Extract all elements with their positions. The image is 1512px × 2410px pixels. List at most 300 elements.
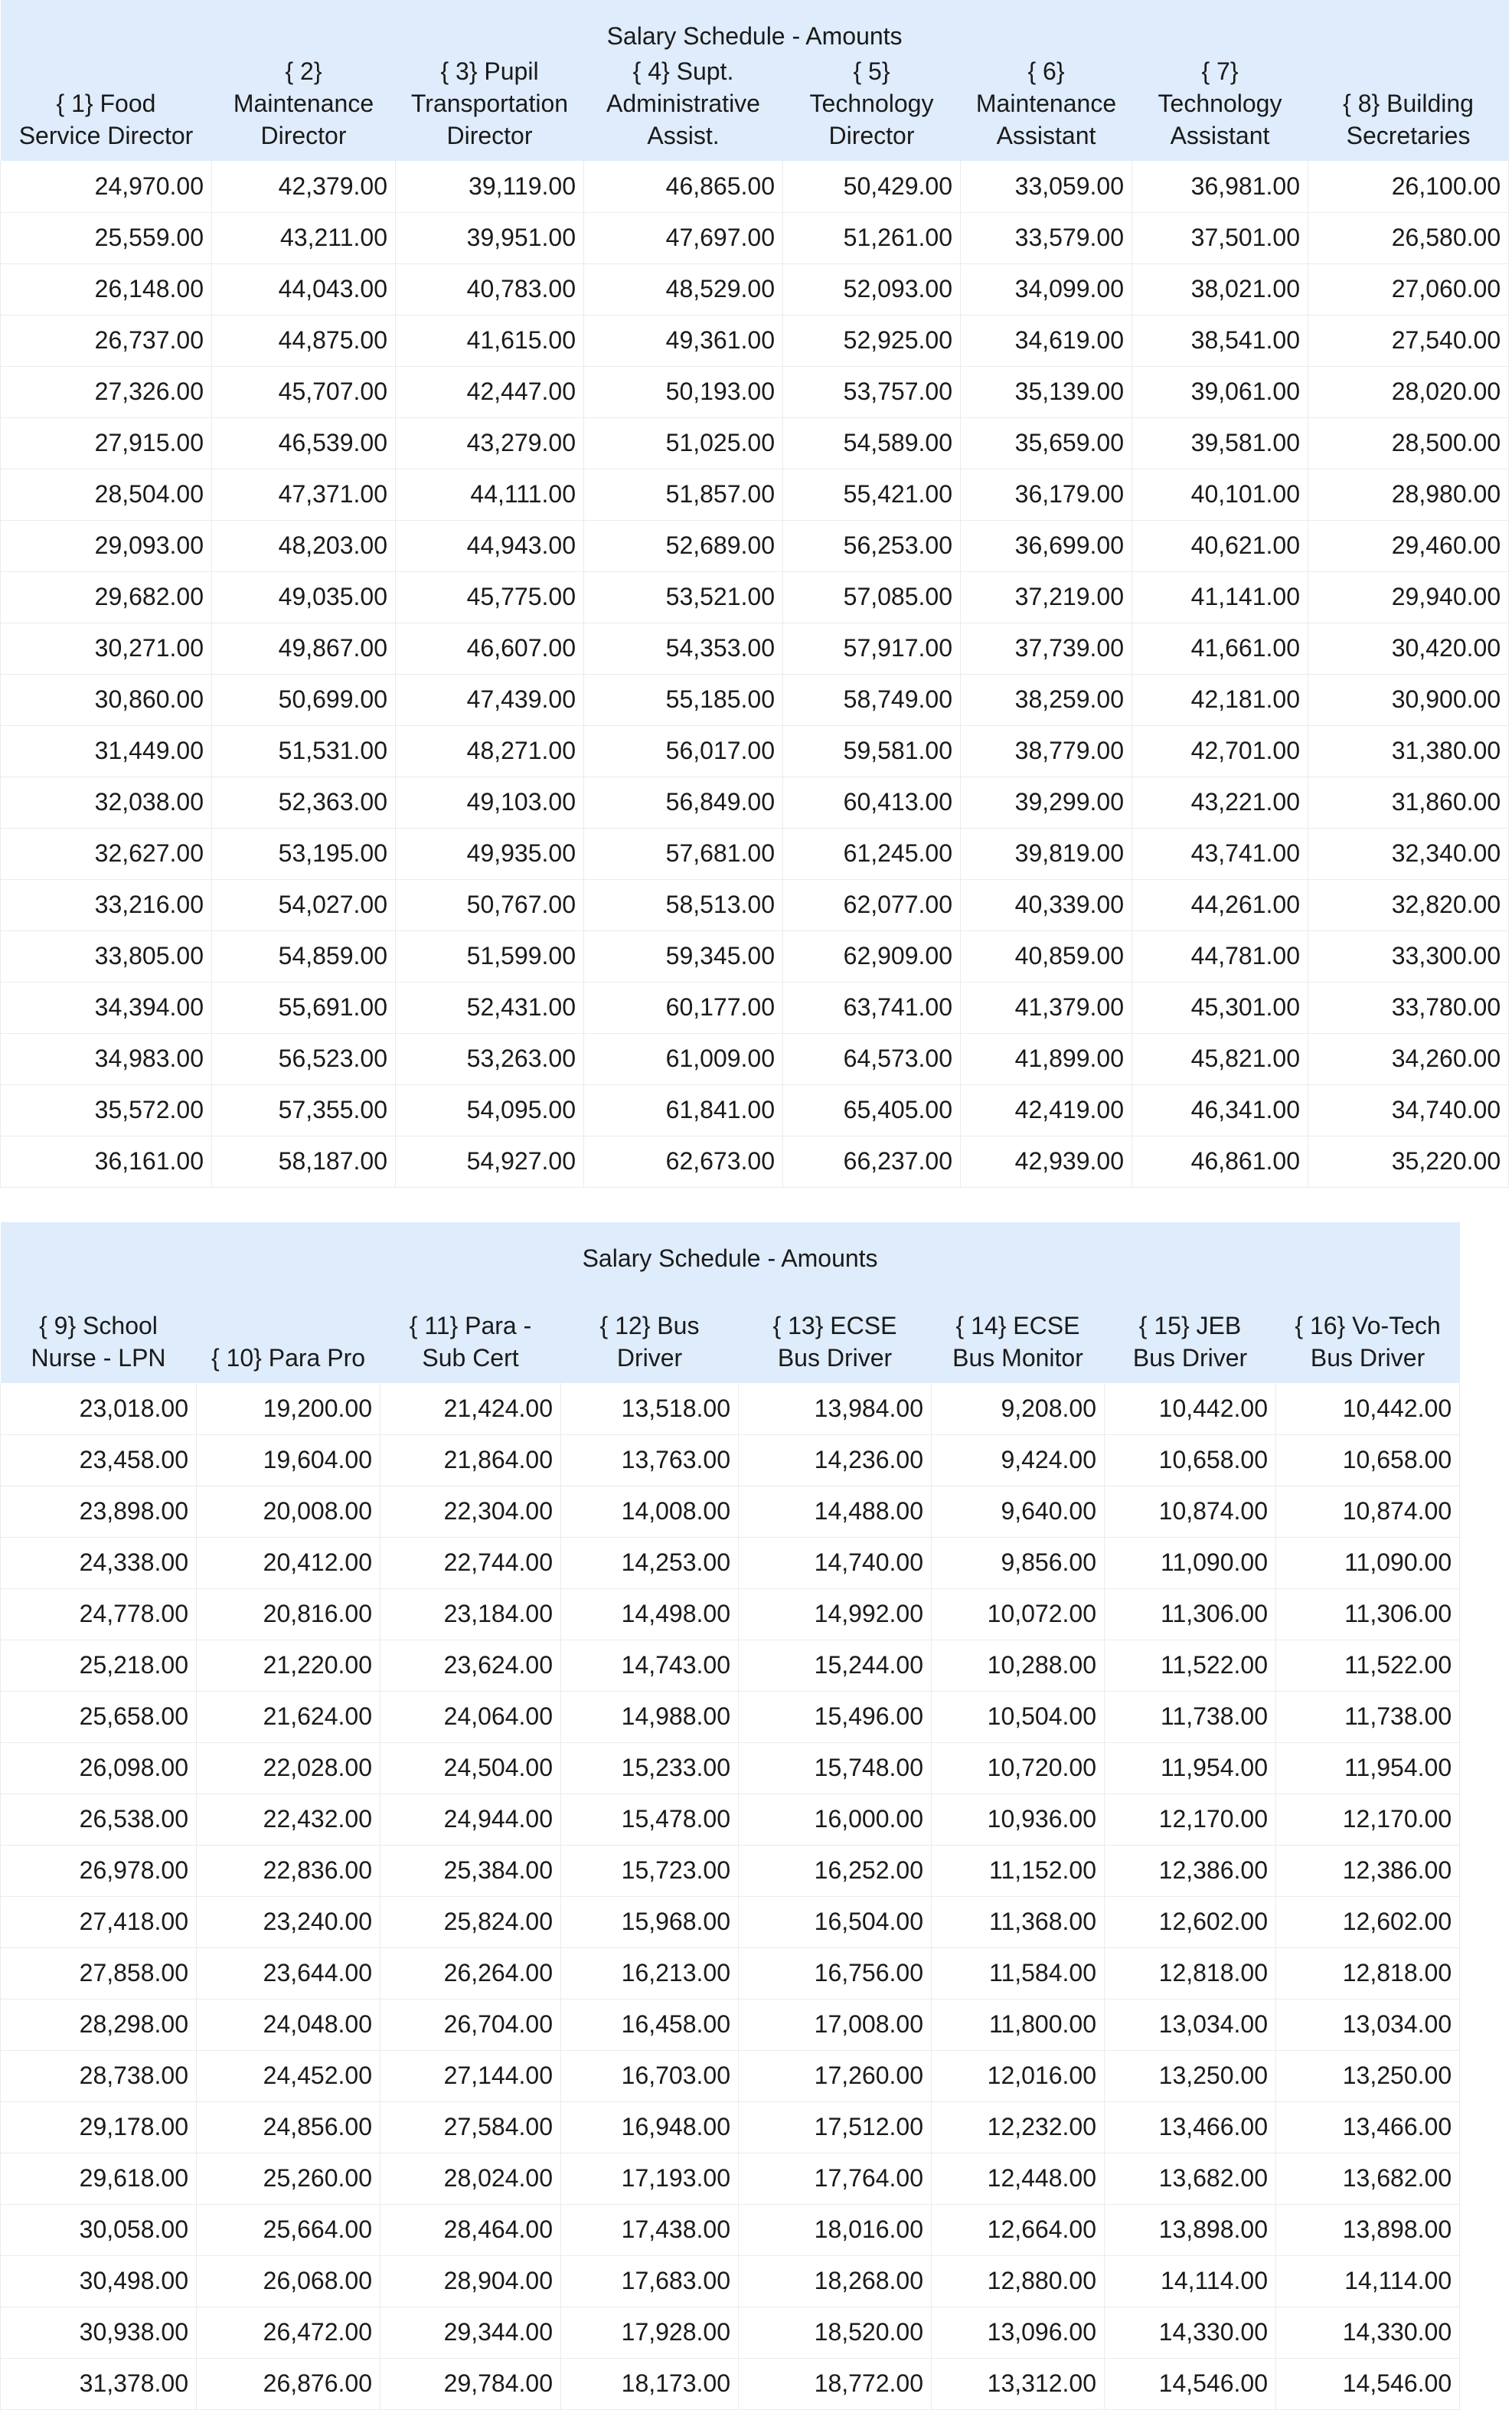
salary-cell: 27,144.00 [380,2050,561,2101]
salary-cell: 42,419.00 [961,1084,1132,1136]
salary-cell: 9,208.00 [932,1383,1105,1434]
salary-cell: 29,344.00 [380,2307,561,2358]
salary-cell: 10,874.00 [1105,1486,1276,1537]
table-row [1,725,1509,777]
table-row [1,2204,1460,2255]
salary-cell: 21,220.00 [197,1640,380,1691]
salary-cell: 28,980.00 [1308,469,1509,520]
column-header [212,54,396,161]
salary-cell: 11,522.00 [1276,1640,1460,1691]
column-header-line: { 7} [1201,57,1239,85]
salary-cell: 45,707.00 [212,366,396,417]
salary-cell: 10,072.00 [932,1588,1105,1640]
salary-cell: 55,691.00 [212,982,396,1033]
table-row [1,212,1509,263]
salary-cell: 13,096.00 [932,2307,1105,2358]
salary-cell: 38,259.00 [961,674,1132,725]
salary-cell: 43,741.00 [1132,828,1308,879]
table-row [1,161,1509,212]
salary-cell: 15,244.00 [739,1640,932,1691]
column-header-line: { 15} JEB [1138,1312,1242,1339]
salary-cell: 33,579.00 [961,212,1132,263]
salary-cell: 49,035.00 [212,571,396,623]
salary-cell: 16,948.00 [561,2101,739,2153]
salary-cell: 26,876.00 [197,2358,380,2409]
column-header-line: { 5} [853,57,890,85]
table-row [1,1794,1460,1845]
column-header-line: Transportation [410,90,569,117]
salary-cell: 9,424.00 [932,1434,1105,1486]
salary-cell: 14,546.00 [1276,2358,1460,2409]
salary-cell: 47,439.00 [396,674,584,725]
salary-cell: 19,604.00 [197,1434,380,1486]
salary-cell: 37,219.00 [961,571,1132,623]
salary-cell: 38,779.00 [961,725,1132,777]
salary-cell: 36,179.00 [961,469,1132,520]
salary-cell: 36,981.00 [1132,161,1308,212]
table-row [1,2153,1460,2204]
salary-cell: 56,849.00 [584,777,783,828]
salary-cell: 17,260.00 [739,2050,932,2101]
salary-cell: 49,361.00 [584,315,783,366]
salary-cell: 14,488.00 [739,1486,932,1537]
salary-cell: 40,783.00 [396,263,584,315]
column-header [1276,1276,1460,1383]
table-row [1,1537,1460,1588]
salary-cell: 27,418.00 [1,1896,197,1947]
salary-cell: 44,111.00 [396,469,584,520]
salary-cell: 29,682.00 [1,571,212,623]
column-header [961,54,1132,161]
salary-cell: 41,661.00 [1132,623,1308,674]
salary-cell: 33,059.00 [961,161,1132,212]
salary-cell: 13,466.00 [1276,2101,1460,2153]
table-row [1,1033,1509,1084]
salary-cell: 13,763.00 [561,1434,739,1486]
column-header-line: Maintenance [233,90,374,117]
salary-cell: 34,619.00 [961,315,1132,366]
salary-cell: 53,195.00 [212,828,396,879]
salary-cell: 22,432.00 [197,1794,380,1845]
salary-cell: 41,141.00 [1132,571,1308,623]
salary-cell: 11,800.00 [932,1999,1105,2050]
salary-cell: 25,658.00 [1,1691,197,1742]
salary-cell: 26,100.00 [1308,161,1509,212]
salary-cell: 12,016.00 [932,2050,1105,2101]
column-header [561,1276,739,1383]
salary-cell: 9,640.00 [932,1486,1105,1537]
salary-cell: 15,496.00 [739,1691,932,1742]
salary-cell: 32,820.00 [1308,879,1509,930]
salary-cell: 11,368.00 [932,1896,1105,1947]
salary-cell: 28,500.00 [1308,417,1509,469]
salary-cell: 54,927.00 [396,1136,584,1187]
salary-cell: 42,447.00 [396,366,584,417]
salary-cell: 40,101.00 [1132,469,1308,520]
salary-cell: 63,741.00 [783,982,961,1033]
salary-cell: 61,841.00 [584,1084,783,1136]
column-header-line: { 11} Para - [409,1312,532,1339]
salary-cell: 13,034.00 [1276,1999,1460,2050]
salary-cell: 46,861.00 [1132,1136,1308,1187]
salary-cell: 14,743.00 [561,1640,739,1691]
column-header [932,1276,1105,1383]
column-header-line: Nurse - LPN [31,1344,166,1372]
salary-cell: 24,970.00 [1,161,212,212]
salary-cell: 25,218.00 [1,1640,197,1691]
salary-cell: 46,865.00 [584,161,783,212]
salary-cell: 34,099.00 [961,263,1132,315]
salary-cell: 34,394.00 [1,982,212,1033]
table-row [1,366,1509,417]
salary-cell: 29,093.00 [1,520,212,571]
column-header-line: { 2} [285,57,322,85]
table-row [1,930,1509,982]
salary-cell: 10,288.00 [932,1640,1105,1691]
column-header-line: { 8} Building [1343,90,1474,117]
salary-cell: 17,764.00 [739,2153,932,2204]
column-header-line: { 4} Supt. [632,57,734,85]
salary-cell: 16,458.00 [561,1999,739,2050]
salary-cell: 27,326.00 [1,366,212,417]
column-header-line: Bus Driver [777,1344,893,1372]
salary-cell: 14,114.00 [1276,2255,1460,2307]
salary-cell: 34,983.00 [1,1033,212,1084]
salary-cell: 62,673.00 [584,1136,783,1187]
salary-cell: 30,271.00 [1,623,212,674]
salary-cell: 10,936.00 [932,1794,1105,1845]
salary-cell: 39,299.00 [961,777,1132,828]
salary-table [0,0,1509,1188]
salary-cell: 53,263.00 [396,1033,584,1084]
salary-cell: 32,340.00 [1308,828,1509,879]
salary-cell: 31,449.00 [1,725,212,777]
salary-cell: 57,917.00 [783,623,961,674]
salary-cell: 54,095.00 [396,1084,584,1136]
salary-cell: 47,371.00 [212,469,396,520]
table-row [1,1896,1460,1947]
salary-cell: 35,659.00 [961,417,1132,469]
salary-cell: 30,900.00 [1308,674,1509,725]
column-header-line: { 3} Pupil [440,57,539,85]
salary-cell: 23,644.00 [197,1947,380,1999]
salary-cell: 32,038.00 [1,777,212,828]
salary-cell: 39,951.00 [396,212,584,263]
salary-cell: 14,498.00 [561,1588,739,1640]
salary-cell: 17,438.00 [561,2204,739,2255]
salary-cell: 58,187.00 [212,1136,396,1187]
salary-cell: 17,683.00 [561,2255,739,2307]
salary-cell: 11,152.00 [932,1845,1105,1896]
table-row [1,1084,1509,1136]
table-row [1,1136,1509,1187]
salary-cell: 57,355.00 [212,1084,396,1136]
salary-cell: 12,818.00 [1276,1947,1460,1999]
salary-cell: 50,429.00 [783,161,961,212]
salary-cell: 27,915.00 [1,417,212,469]
salary-cell: 14,253.00 [561,1537,739,1588]
column-header-line: Director [446,122,533,149]
column-header-line: { 1} Food [56,90,156,117]
salary-cell: 49,867.00 [212,623,396,674]
salary-cell: 14,008.00 [561,1486,739,1537]
salary-cell: 58,749.00 [783,674,961,725]
salary-cell: 17,928.00 [561,2307,739,2358]
salary-cell: 13,312.00 [932,2358,1105,2409]
salary-cell: 29,178.00 [1,2101,197,2153]
salary-cell: 54,859.00 [212,930,396,982]
table-row [1,2101,1460,2153]
salary-cell: 11,306.00 [1276,1588,1460,1640]
salary-schedule-table-2 [0,1222,1460,2410]
salary-cell: 53,757.00 [783,366,961,417]
salary-cell: 45,775.00 [396,571,584,623]
salary-cell: 55,185.00 [584,674,783,725]
salary-cell: 35,220.00 [1308,1136,1509,1187]
column-header-line: { 12} Bus [599,1312,700,1339]
salary-cell: 29,618.00 [1,2153,197,2204]
salary-cell: 17,008.00 [739,1999,932,2050]
salary-cell: 29,460.00 [1308,520,1509,571]
table-row [1,674,1509,725]
salary-cell: 50,193.00 [584,366,783,417]
salary-cell: 19,200.00 [197,1383,380,1434]
salary-cell: 49,103.00 [396,777,584,828]
salary-cell: 12,448.00 [932,2153,1105,2204]
salary-cell: 60,177.00 [584,982,783,1033]
column-header-line: Director [828,122,915,149]
salary-cell: 43,221.00 [1132,777,1308,828]
salary-cell: 26,148.00 [1,263,212,315]
salary-cell: 36,161.00 [1,1136,212,1187]
salary-cell: 30,498.00 [1,2255,197,2307]
table-row [1,315,1509,366]
salary-cell: 22,304.00 [380,1486,561,1537]
column-header [783,54,961,161]
salary-cell: 59,345.00 [584,930,783,982]
salary-cell: 13,034.00 [1105,1999,1276,2050]
salary-cell: 35,572.00 [1,1084,212,1136]
column-header-line: Technology [809,90,934,117]
salary-cell: 12,170.00 [1105,1794,1276,1845]
table-row [1,982,1509,1033]
salary-cell: 44,781.00 [1132,930,1308,982]
salary-cell: 12,880.00 [932,2255,1105,2307]
table-row [1,1383,1460,1434]
salary-cell: 14,330.00 [1276,2307,1460,2358]
salary-cell: 31,380.00 [1308,725,1509,777]
salary-cell: 66,237.00 [783,1136,961,1187]
salary-cell: 12,170.00 [1276,1794,1460,1845]
salary-cell: 39,061.00 [1132,366,1308,417]
column-header-line: Bus Driver [1310,1344,1425,1372]
salary-cell: 22,028.00 [197,1742,380,1794]
salary-cell: 23,184.00 [380,1588,561,1640]
salary-cell: 11,090.00 [1276,1537,1460,1588]
table-row [1,1999,1460,2050]
salary-cell: 30,860.00 [1,674,212,725]
column-header-line: Sub Cert [422,1344,519,1372]
salary-cell: 41,615.00 [396,315,584,366]
column-header-line: { 13} ECSE [772,1312,897,1339]
salary-cell: 26,264.00 [380,1947,561,1999]
column-header-line: { 6} [1027,57,1065,85]
column-header-line: { 9} School [39,1312,158,1339]
salary-cell: 21,424.00 [380,1383,561,1434]
salary-cell: 14,330.00 [1105,2307,1276,2358]
salary-cell: 14,992.00 [739,1588,932,1640]
table-row [1,1742,1460,1794]
salary-cell: 60,413.00 [783,777,961,828]
salary-cell: 58,513.00 [584,879,783,930]
salary-cell: 27,060.00 [1308,263,1509,315]
salary-cell: 24,452.00 [197,2050,380,2101]
column-header-line: Assist. [647,122,720,149]
salary-cell: 10,658.00 [1105,1434,1276,1486]
salary-cell: 12,602.00 [1276,1896,1460,1947]
salary-cell: 37,501.00 [1132,212,1308,263]
salary-cell: 25,384.00 [380,1845,561,1896]
salary-cell: 11,090.00 [1105,1537,1276,1588]
salary-cell: 12,664.00 [932,2204,1105,2255]
salary-cell: 23,240.00 [197,1896,380,1947]
salary-cell: 61,009.00 [584,1033,783,1084]
salary-cell: 31,860.00 [1308,777,1509,828]
column-header-line: Service Director [18,122,194,149]
column-header [1105,1276,1276,1383]
salary-cell: 29,784.00 [380,2358,561,2409]
salary-cell: 30,938.00 [1,2307,197,2358]
salary-cell: 33,300.00 [1308,930,1509,982]
salary-cell: 24,504.00 [380,1742,561,1794]
salary-cell: 65,405.00 [783,1084,961,1136]
salary-cell: 26,098.00 [1,1742,197,1794]
salary-cell: 55,421.00 [783,469,961,520]
table-row [1,2358,1460,2409]
salary-cell: 18,173.00 [561,2358,739,2409]
table-row [1,1486,1460,1537]
salary-cell: 32,627.00 [1,828,212,879]
salary-cell: 23,624.00 [380,1640,561,1691]
salary-cell: 29,940.00 [1308,571,1509,623]
salary-cell: 35,139.00 [961,366,1132,417]
salary-cell: 24,856.00 [197,2101,380,2153]
salary-table [0,1222,1460,2410]
table-caption: Salary Schedule - Amounts [1,0,1509,54]
salary-cell: 31,378.00 [1,2358,197,2409]
salary-cell: 11,306.00 [1105,1588,1276,1640]
salary-cell: 51,857.00 [584,469,783,520]
salary-cell: 14,114.00 [1105,2255,1276,2307]
salary-cell: 43,211.00 [212,212,396,263]
salary-cell: 47,697.00 [584,212,783,263]
salary-cell: 18,772.00 [739,2358,932,2409]
salary-cell: 34,260.00 [1308,1033,1509,1084]
salary-cell: 16,756.00 [739,1947,932,1999]
salary-cell: 51,025.00 [584,417,783,469]
salary-cell: 28,024.00 [380,2153,561,2204]
salary-cell: 10,442.00 [1105,1383,1276,1434]
salary-cell: 21,864.00 [380,1434,561,1486]
salary-cell: 17,193.00 [561,2153,739,2204]
salary-cell: 22,744.00 [380,1537,561,1588]
salary-cell: 10,720.00 [932,1742,1105,1794]
salary-cell: 56,523.00 [212,1033,396,1084]
salary-cell: 15,478.00 [561,1794,739,1845]
column-header [1308,54,1509,161]
salary-cell: 46,607.00 [396,623,584,674]
salary-cell: 16,213.00 [561,1947,739,1999]
table-row [1,1588,1460,1640]
salary-cell: 25,664.00 [197,2204,380,2255]
column-header [1,1276,197,1383]
salary-cell: 23,458.00 [1,1434,197,1486]
salary-cell: 52,093.00 [783,263,961,315]
salary-cell: 28,020.00 [1308,366,1509,417]
salary-cell: 11,954.00 [1276,1742,1460,1794]
salary-schedule-table-1 [0,0,1509,1188]
salary-cell: 49,935.00 [396,828,584,879]
column-header-line: Assistant [1170,122,1270,149]
salary-cell: 30,058.00 [1,2204,197,2255]
salary-cell: 10,504.00 [932,1691,1105,1742]
table-row [1,1640,1460,1691]
salary-cell: 62,909.00 [783,930,961,982]
salary-cell: 9,856.00 [932,1537,1105,1588]
salary-cell: 43,279.00 [396,417,584,469]
salary-cell: 39,819.00 [961,828,1132,879]
salary-cell: 42,181.00 [1132,674,1308,725]
salary-cell: 52,689.00 [584,520,783,571]
table-row [1,263,1509,315]
salary-cell: 26,068.00 [197,2255,380,2307]
table-row [1,2307,1460,2358]
salary-cell: 53,521.00 [584,571,783,623]
salary-cell: 46,341.00 [1132,1084,1308,1136]
salary-cell: 18,520.00 [739,2307,932,2358]
salary-cell: 13,984.00 [739,1383,932,1434]
salary-cell: 14,546.00 [1105,2358,1276,2409]
salary-cell: 52,431.00 [396,982,584,1033]
salary-cell: 57,681.00 [584,828,783,879]
salary-cell: 14,988.00 [561,1691,739,1742]
salary-cell: 26,472.00 [197,2307,380,2358]
salary-cell: 54,027.00 [212,879,396,930]
salary-cell: 13,682.00 [1276,2153,1460,2204]
salary-cell: 25,559.00 [1,212,212,263]
salary-cell: 23,898.00 [1,1486,197,1537]
salary-cell: 40,859.00 [961,930,1132,982]
salary-cell: 33,805.00 [1,930,212,982]
salary-cell: 13,898.00 [1105,2204,1276,2255]
salary-cell: 26,538.00 [1,1794,197,1845]
salary-cell: 45,301.00 [1132,982,1308,1033]
table-row [1,1434,1460,1486]
salary-cell: 45,821.00 [1132,1033,1308,1084]
table-row [1,777,1509,828]
column-header-line: Secretaries [1346,122,1471,149]
column-header-line: Director [260,122,347,149]
salary-cell: 24,048.00 [197,1999,380,2050]
salary-cell: 56,017.00 [584,725,783,777]
salary-cell: 26,580.00 [1308,212,1509,263]
salary-cell: 42,379.00 [212,161,396,212]
salary-cell: 12,602.00 [1105,1896,1276,1947]
salary-cell: 12,386.00 [1276,1845,1460,1896]
salary-cell: 13,898.00 [1276,2204,1460,2255]
salary-cell: 50,699.00 [212,674,396,725]
column-header-line: Bus Driver [1132,1344,1248,1372]
